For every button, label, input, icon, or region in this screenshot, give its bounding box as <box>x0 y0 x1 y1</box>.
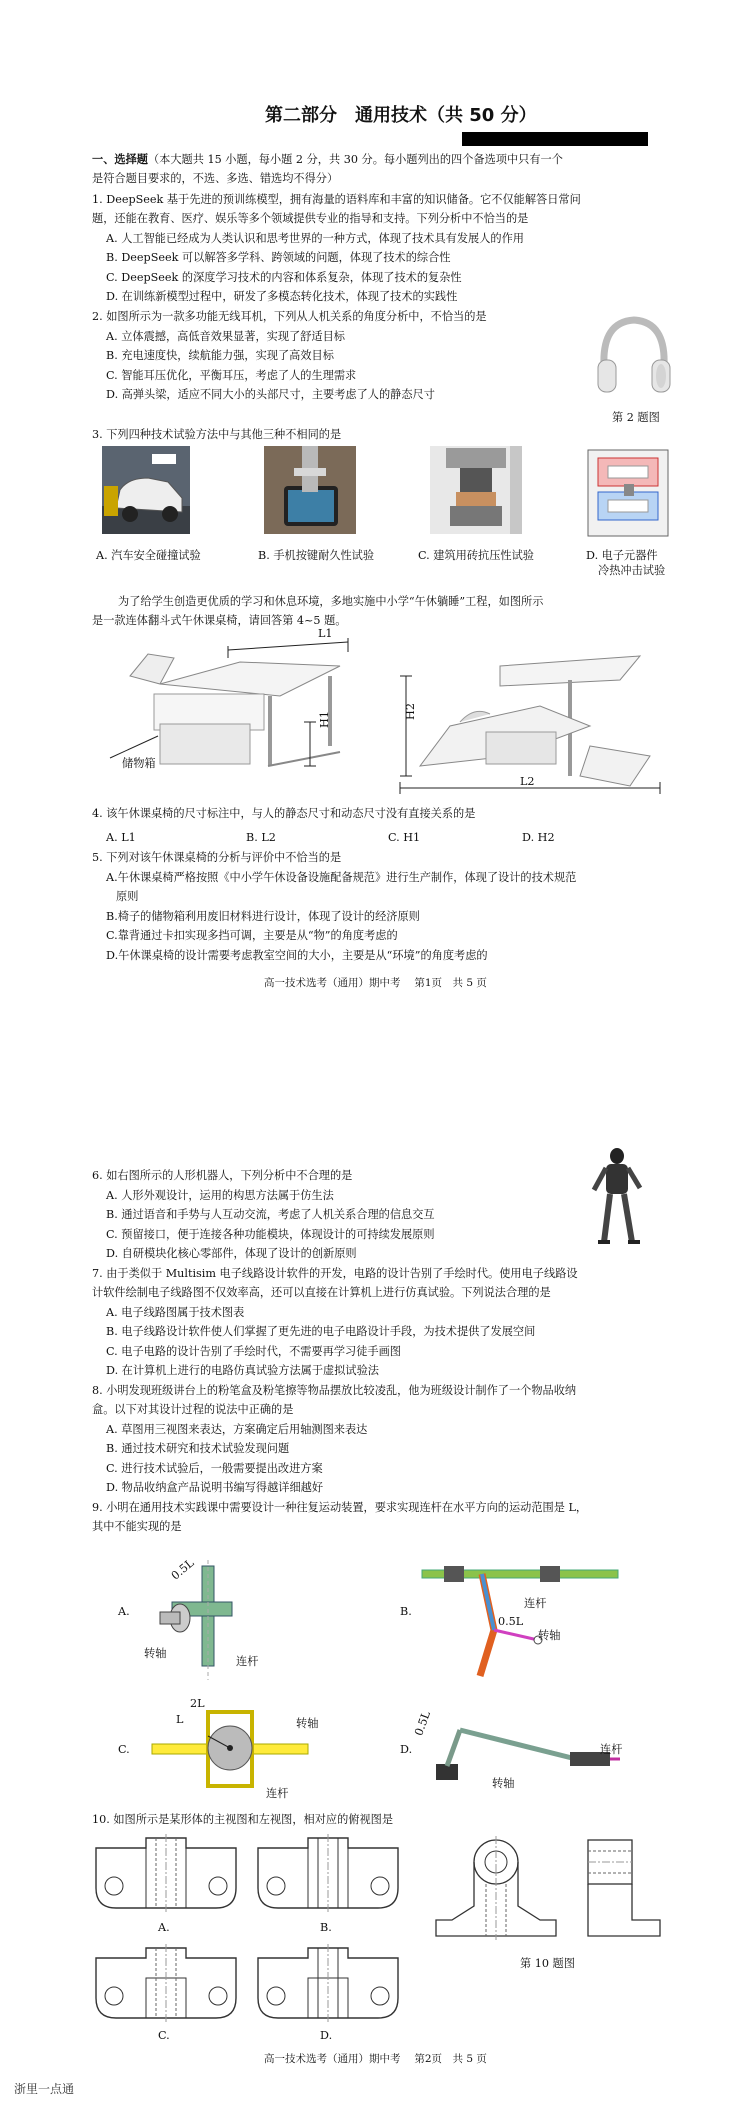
q5-stem: 5. 下列对该午休课桌椅的分析与评价中不恰当的是 <box>92 851 342 864</box>
q3-option-d-2: 冷热冲击试验 <box>598 564 666 577</box>
phone-button-test-image <box>264 446 356 534</box>
q9-a-label-shaft: 转轴 <box>144 1647 167 1660</box>
q9-option-a: A. <box>118 1605 130 1618</box>
q7-option-b: B. 电子线路设计软件使人们掌握了更先进的电子电路设计手段，为技术提供了发展空间 <box>106 1325 536 1338</box>
q10-front-view <box>432 1836 560 1940</box>
humanoid-robot-image <box>586 1146 646 1246</box>
car-crash-test-image <box>102 446 190 534</box>
q10-stem: 10. 如图所示是某形体的主视图和左视图，相对应的俯视图是 <box>92 1813 394 1826</box>
context-4-5: 为了给学生创造更优质的学习和休息环境，多地实施中小学“午休躺睡”工程，如图所示 <box>118 595 544 608</box>
headphones-image <box>592 312 676 400</box>
q9-a-label-rod: 连杆 <box>236 1655 259 1668</box>
q3-stem: 3. 下列四种技术试验方法中与其他三种不相同的是 <box>92 428 342 441</box>
label-H1: H1 <box>317 711 331 728</box>
q9-d-label-shaft: 转轴 <box>492 1777 515 1790</box>
q4-option-a: A. L1 <box>106 831 136 844</box>
q8-option-c: C. 进行技术试验后，一般需要提出改进方案 <box>106 1462 323 1475</box>
q9-a-label-half-L: 0.5L <box>168 1556 197 1583</box>
q6-option-b: B. 通过语音和手势与人互动交流，考虑了人机关系合理的信息交互 <box>106 1208 435 1221</box>
q7-option-c: C. 电子电路的设计告别了手绘时代，不需要再学习徒手画图 <box>106 1345 401 1358</box>
q5-option-d: D.午休课桌椅的设计需要考虑教室空间的大小，主要是从“环境”的角度考虑的 <box>106 949 488 962</box>
q6-stem: 6. 如右图所示的人形机器人，下列分析中不合理的是 <box>92 1169 353 1182</box>
q10-view-c <box>92 1944 240 2022</box>
q10-option-b: B. <box>320 1921 332 1934</box>
q3-option-d: D. 电子元器件 <box>586 549 658 562</box>
context-4-5-2: 是一款连体翻斗式午休课桌椅，请回答第 4~5 题。 <box>92 614 347 627</box>
q2-option-b: B. 充电速度快，续航能力强，实现了高效目标 <box>106 349 334 362</box>
q9-stem: 9. 小明在通用技术实践课中需要设计一种往复运动装置，要求实现连杆在水平方向的运动范围是 L， <box>92 1501 588 1514</box>
q7-option-a: A. 电子线路图属于技术图表 <box>106 1306 245 1319</box>
q1-option-d: D. 在训练新模型过程中，研发了多模态转化技术，体现了技术的实践性 <box>106 290 458 303</box>
q4-stem: 4. 该午休课桌椅的尺寸标注中，与人的静态尺寸和动态尺寸没有直接关系的是 <box>92 807 476 820</box>
q9-b-label-shaft: 转轴 <box>538 1629 561 1642</box>
q9-c-label-shaft: 转轴 <box>296 1717 319 1730</box>
q9-option-b: B. <box>400 1605 412 1618</box>
q2-caption: 第 2 题图 <box>612 411 660 424</box>
q10-left-view <box>580 1836 664 1940</box>
q7-stem: 7. 由于类似于 Multisim 电子线路设计软件的开发，电路的设计告别了手绘时代。使用电子线路设 <box>92 1267 578 1280</box>
q6-option-d: D. 自研模块化核心零部件，体现了设计的创新原则 <box>106 1247 357 1260</box>
q9-b-label-half-L: 0.5L <box>498 1615 524 1628</box>
q9-d-label-half-L: 0.5L <box>412 1709 434 1738</box>
watermark-text: 浙里一点通 <box>14 2082 75 2096</box>
redaction-bar <box>462 132 648 146</box>
q4-option-d: D. H2 <box>522 831 555 844</box>
q6-option-a: A. 人形外观设计，运用的构思方法属于仿生法 <box>106 1189 334 1202</box>
q10-option-d: D. <box>320 2029 333 2042</box>
q10-caption: 第 10 题图 <box>520 1957 575 1970</box>
q7-option-d: D. 在计算机上进行的电路仿真试验方法属于虚拟试验法 <box>106 1364 379 1377</box>
q9-stem-2: 其中不能实现的是 <box>92 1520 182 1533</box>
mechanism-c <box>150 1700 310 1800</box>
q2-option-d: D. 高弹头梁，适应不同大小的头部尺寸，主要考虑了人的静态尺寸 <box>106 388 435 401</box>
q10-option-a: A. <box>158 1921 170 1934</box>
mechanism-d <box>420 1708 623 1788</box>
q5-option-a-2: 原则 <box>116 890 139 903</box>
q6-option-c: C. 预留接口，便于连接各种功能模块，体现设计的可持续发展原则 <box>106 1228 435 1241</box>
q10-option-c: C. <box>158 2029 170 2042</box>
q1-option-a: A. 人工智能已经成为人类认识和思考世界的一种方式，体现了技术具有发展人的作用 <box>106 232 524 245</box>
q7-stem-2: 计软件绘制电子线路图不仅效率高，还可以直接在计算机上进行仿真试验。下列说法合理的是 <box>92 1286 551 1299</box>
q2-option-a: A. 立体震撼，高低音效果显著，实现了舒适目标 <box>106 330 345 343</box>
label-L1: L1 <box>318 627 333 640</box>
q1-option-c: C. DeepSeek 的深度学习技术的内容和体系复杂，体现了技术的复杂性 <box>106 271 462 284</box>
label-storage-box: 储物箱 <box>122 757 156 770</box>
q10-view-a <box>92 1834 240 1912</box>
q2-stem: 2. 如图所示为一款多功能无线耳机，下列从人机关系的角度分析中，不恰当的是 <box>92 310 487 323</box>
q1-stem-2: 题，还能在教育、医疗、娱乐等多个领域提供专业的指导和支持。下列分析中不恰当的是 <box>92 212 529 225</box>
q3-option-b: B. 手机按键耐久性试验 <box>258 549 375 562</box>
page-footer-1: 高一技术选考（通用）期中考 第1页 共 5 页 <box>264 977 487 989</box>
q10-view-b <box>254 1834 402 1912</box>
q9-d-label-rod: 连杆 <box>600 1743 623 1756</box>
q10-view-d <box>254 1944 402 2022</box>
q5-option-b: B.椅子的储物箱利用废旧材料进行设计，体现了设计的经济原则 <box>106 910 420 923</box>
q1-option-b: B. DeepSeek 可以解答多学科、跨领域的问题，体现了技术的综合性 <box>106 251 451 264</box>
label-L2: L2 <box>520 775 535 788</box>
q8-option-d: D. 物品收纳盒产品说明书编写得越详细越好 <box>106 1481 324 1494</box>
q8-option-b: B. 通过技术研究和技术试验发现问题 <box>106 1442 290 1455</box>
thermal-shock-chamber-image <box>584 444 676 540</box>
q9-c-label-rod: 连杆 <box>266 1787 289 1800</box>
q2-option-c: C. 智能耳压优化，平衡耳压，考虑了人的生理需求 <box>106 369 357 382</box>
q4-option-b: B. L2 <box>246 831 276 844</box>
q5-option-c: C.靠背通过卡扣实现多挡可调，主要是从“物”的角度考虑的 <box>106 929 398 942</box>
q9-option-d: D. <box>400 1743 413 1756</box>
q9-option-c: C. <box>118 1743 130 1756</box>
page-footer-2: 高一技术选考（通用）期中考 第2页 共 5 页 <box>264 2053 487 2065</box>
section-intro: 是符合题目要求的，不选、多选、错选均不得分） <box>92 172 339 185</box>
q9-c-label-2L: 2L <box>190 1697 205 1710</box>
q3-option-c: C. 建筑用砖抗压性试验 <box>418 549 534 562</box>
q5-option-a: A.午休课桌椅严格按照《中小学午休设备设施配备规范》进行生产制作，体现了设计的技术规范 <box>106 871 577 884</box>
q8-stem: 8. 小明发现班级讲台上的粉笔盒及粉笔擦等物品摆放比较凌乱，他为班级设计制作了一个物品收纳 <box>92 1384 577 1397</box>
q4-option-c: C. H1 <box>388 831 421 844</box>
q8-stem-2: 盒。以下对其设计过程的说法中正确的是 <box>92 1403 294 1416</box>
q9-b-label-rod: 连杆 <box>524 1597 547 1610</box>
q8-option-a: A. 草图用三视图来表达，方案确定后用轴测图来表达 <box>106 1423 368 1436</box>
desk-chair-figure-right <box>390 636 670 796</box>
q9-c-label-L: L <box>176 1713 184 1726</box>
q1-stem: 1. DeepSeek 基于先进的预训练模型，拥有海量的语料库和丰富的知识储备。它不仅能解答日常问 <box>92 193 581 206</box>
section-heading: 一、选择题（本大题共 15 小题，每小题 2 分，共 30 分。每小题列出的四个备选项中只有一个 <box>92 152 563 166</box>
brick-compression-test-image <box>430 446 522 534</box>
q3-option-a: A. 汽车安全碰撞试验 <box>96 549 201 562</box>
label-H2: H2 <box>403 703 417 720</box>
page-title: 第二部分 通用技术（共 50 分） <box>265 105 537 126</box>
